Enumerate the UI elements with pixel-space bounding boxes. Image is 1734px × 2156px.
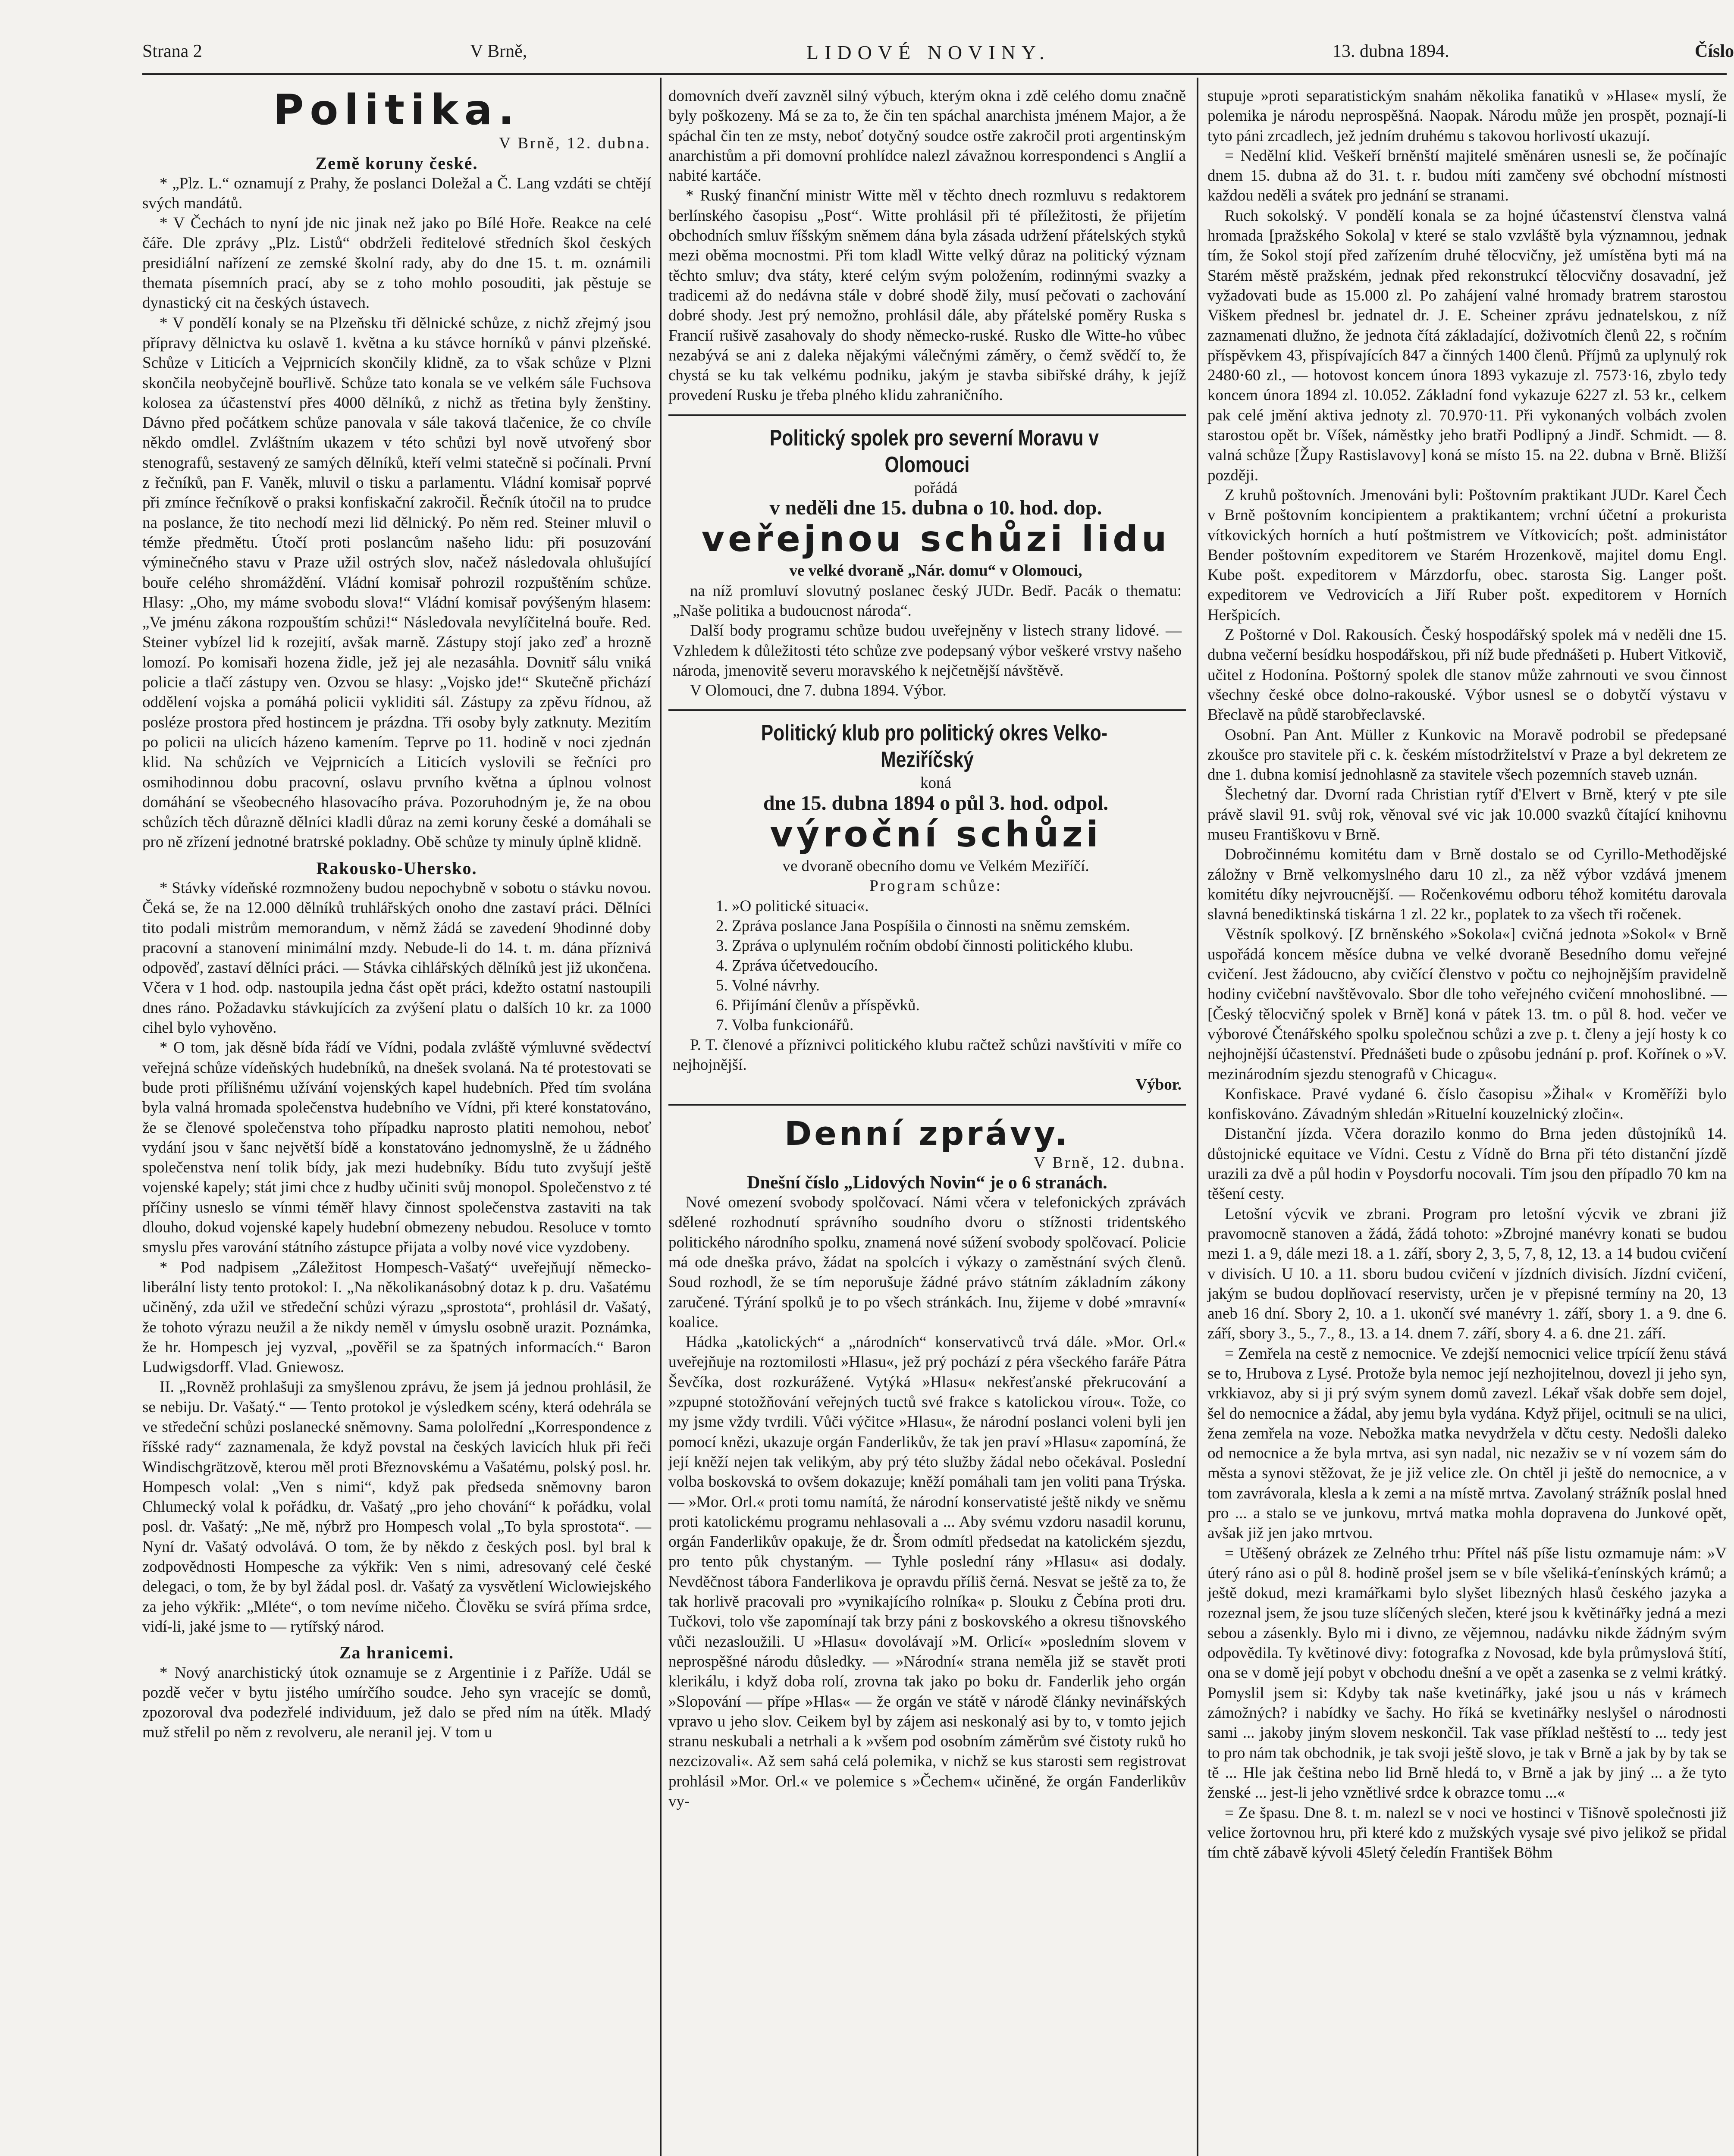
ad-signature: Výbor. bbox=[1135, 1076, 1182, 1094]
politika-dateline: V Brně, 12. dubna. bbox=[499, 135, 651, 152]
program-item: 7. Volba funkcionářů. bbox=[716, 1016, 854, 1034]
ad-line: ve velké dvoraně „Nár. domu“ v Olomouci, bbox=[789, 562, 1082, 580]
denni-dateline: V Brně, 12. dubna. bbox=[1034, 1153, 1186, 1172]
ad-huge-title: výroční schůzi bbox=[770, 814, 1102, 856]
program-item: 4. Zpráva účetvedoucího. bbox=[716, 956, 878, 975]
article-paragraph: Z Poštorné v Dol. Rakousích. Český hospodářský spolek má v neděli dne 15. dubna večerní besídku hospodářskou, při níž bude přednášeti p. Hubert Vitkovič, učitel z Hodonína. Poštorný spolek dle stanov může zahrnouti ve svou činnost všechny české obce dolno-rakouské. Výbor usnesl se o dobytčí výstavu v Břeclavě na půdě starobřeclavské. bbox=[1207, 626, 1727, 724]
section-heading: Za hranicemi. bbox=[339, 1643, 454, 1663]
ad-heading: Politický spolek pro severní Moravu v Olomouci bbox=[769, 425, 1099, 477]
ad-huge-title: veřejnou schůzi lidu bbox=[701, 519, 1170, 560]
section-heading: Rakousko-Uhersko. bbox=[316, 858, 477, 878]
article-paragraph: * Nový anarchistický útok oznamuje se z Argentinie i z Paříže. Udál se pozdě večer v bytu jistého umírčího soudce. Jeho syn vracejíc se domů, zpozoroval dva podezřelé individuum, jež dalo se před ním na útěk. Mladý muž střelil po něm z revolveru, ale neranil jej. V tom u bbox=[142, 1664, 651, 1742]
article-paragraph: stupuje »proti separatistickým snahám několika fanatiků v »Hlase« myslí, že polemika je národu neprospěšná. Naopak. Národu může jen prospět, poznají-li tyto páni zrcadlech, jež jedním druhému s takovou horlivostí ukazují. bbox=[1207, 87, 1727, 145]
ad-line: v neděli dne 15. dubna o 10. hod. dop. bbox=[769, 496, 1102, 520]
column-1 bbox=[142, 86, 651, 2156]
ad-signature: V Olomouci, dne 7. dubna 1894. Výbor. bbox=[690, 682, 947, 700]
article-paragraph: = Zemřela na cestě z nemocnice. Ve zdejší nemocnici velice trpícíí ženu stává se to, Hrubova z Lysé. Protože byla nemoc její nezhojitelnou, dovezl ji jeho syn, vrkkiavoz, aby si ji prý svým synem domů zavezl. Lékař však dobře sem dojel, šel do nemocnice a žádal, aby jemu byla vydána. Když přijel, ocitnuli se na ulici, žena zemřela na voze. Nebožka matka nevydržela v dčtu cesty. Nedošli daleko od nemocnice a že byla mrtva, asi syn nadal, nic nezaživ se v ní vozem sám do města a synovi stěžovat, že je již velice zle. On chtěl ji ještě do nemocnice, a v tom zavrávorala, klesla a k zemi a na místě mrtva. Zavolaný strážník poslal hned pro ... a stalo se ve junkovu, mrtvá matka mohla dopravena do Junkové opět, avšak již jen jako mrtvou. bbox=[1207, 1344, 1727, 1542]
program-item: 3. Zpráva o uplynulém ročním období činnosti politického klubu. bbox=[716, 937, 1134, 955]
article-paragraph: = Nedělní klid. Veškeří brněnští majitelé směnáren usnesli se, že počínajíc dnem 15. dubna až do 31. t. r. budou míti zamčeny své obchodní místnosti každou neděli a svátek pro jednání se stranami. bbox=[1207, 147, 1727, 205]
article-paragraph: = Ze špasu. Dne 8. t. m. nalezl se v noci ve hostinci v Tišnově společnosti již velice žortovnou hru, při které kdo z mužských vysaje své pivo jelikož se přidal tím chtě zábavě kývoli 45letý čeledín František Böhm bbox=[1207, 1804, 1727, 1862]
article-paragraph: Z kruhů poštovních. Jmenováni byli: Poštovním praktikant JUDr. Karel Čech v Brně poštovním koncipientem a praktikantem; vrchní účetní a prokurista vítkovických horních a hutí poštmistrem ve Vítkovicích; pošt. administátor Bender poštovním expeditorem ve Starém Hrozenkově, majitel domu Engl. Kube pošt. expeditorem v Márzdorfu, obec. starosta Sig. Langer pošt. expeditorem ve Vedrovicích a Jiří Ruber pošt. expeditorem v Horních Heršpicích. bbox=[1207, 486, 1727, 624]
ad-line: pořádá bbox=[914, 479, 958, 497]
article-paragraph: * V pondělí konaly se na Plzeňsku tři dělnické schůze, z nichž zřejmý jsou přípravy dělnictva ku oslavě 1. května a ku stávce horníků v pánvi plzeňské. Schůze v Liticích a Vejprnicích skončily klidně, za to však schůze v Plzni skončila neobyčejně bouřlivě. Schůze tato konala se ve velkém sále Fuchsova kolosea za účastenství přes 4000 dělníků, z nichž as třetina byly ženštiny. Dávno před počátkem schůze panovala v sále taková tlačenice, že co chvíle někdo omdlel. Zvláštním ukazem v této schůzi byl nově utvořený sbor stenografů, sestavený ze samých dělníků, kteří velmi statečně si počínali. První z řečníků, pan F. Vaněk, mluvil o tisku a parlamentu. Vládní komisař poprvé při zmínce řečníkově o praksi konfiskační zakročil. Řečník útočil na to prudce na poslance, že tito nechodí mezi lid dělnický. Po něm red. Steiner mluvil o témže předmětu. Útočí proti poslancům našeho lidu: při posuzování výminečného stavu v Praze užil ostrých slov, načež následovala ohlušující bouře celého shromáždění. Vládní komisař pohrozil rozpuštěním schůze. Hlasy: „Oho, my máme svobodu slova!“ Vládní komisař povýšeným hlasem: „Ve jménu zákona rozpouštím schůzi!“ Následovala nevylíčitelná bouře. Red. Steiner vybízel lid k rozejití, avšak marně. Zástupy stojí jako zeď a hrozně lomozí. Po komisaři hozena židle, jež jej ale nezasáhla. Dovnitř sálu vniká policie a tlačí zástupy ven. Ozvou se hlasy: „Vojsko jde!“ Skutečně přichází oddělení vojska a pomáhá policii vykliditi sál. Zástupy za zpěvu řídnou, až posléze prostora před hostincem je prázdna. Tři osoby byly zatknuty. Mezitím po policii na ulicích házeno kamením. Teprve po 11. hodině v noci zjednán klid. Na schůzích ve Vejprnicích a Liticích vyslovili se řečníci pro osmihodinnou dobu pracovní, oslavu prvního května a úplnou volnost domáhání se všeobecného hlasovacího práva. Pozoruhodným je, že na obou schůzích těch důrazně dělníci kladli důraz na zemi koruny české a domáhali se pro ně zřízení jednotné bratrské pokladny. Obě schůze ty minuly úplně klidně. bbox=[142, 314, 651, 851]
politika-title: Politika. bbox=[273, 86, 520, 134]
article-paragraph: Distanční jízda. Včera dorazilo konmo do Brna jeden důstojníků 14. důstojnické equitace ve Vídni. Cestu z Vídně do Brna při této distanční jízdě urazili za dvě a půl hodin v Poysdorfu nocovali. Tím jsou den případlo 70 km na těšení cesty. bbox=[1207, 1125, 1727, 1203]
article-paragraph: * V Čechách to nyní jde nic jinak než jako po Bílé Hoře. Reakce na celé čáře. Dle zprávy „Plz. Listů“ obdrželi ředitelové středních škol českých presidiální nařízení ze zemské školní rady, aby do dne 15. t. m. oznámili themata písemních prací, aby se z toho mohlo posouditi, jak pěstuje se dynastický cit na českých ústavech. bbox=[142, 214, 651, 312]
ad-program-list bbox=[716, 896, 1182, 1035]
section-heading: Země koruny české. bbox=[315, 154, 478, 173]
article-paragraph: Dobročinnému komitétu dam v Brně dostalo se od Cyrillo-Methodějské záložny v Brně velkomyslného daru 10 zl., za něž výbor vzdává jmenem komitétu díky nejvroucnější. — Ročenkovému odboru téhož komitétu darovala slavná benediktinská tiskárna 1 zl. 22 kr., poplatek to za všech tři ročenek. bbox=[1207, 846, 1727, 924]
ad-paragraph: na níž promluví slovutný poslanec český JUDr. Bedř. Pacák o thematu: „Naše politika a budoucnost národa“. bbox=[673, 582, 1182, 620]
ad-line: koná bbox=[920, 774, 951, 792]
program-item: 1. »O politické situaci«. bbox=[716, 897, 869, 915]
article-paragraph: * „Plz. L.“ oznamují z Prahy, že poslanci Doležal a Č. Lang vzdáti se chtějí svých mandátů. bbox=[142, 174, 651, 212]
article-paragraph: * Ruský finanční ministr Witte měl v těchto dnech rozmluvu s redaktorem berlínského časopisu „Post“. Witte prohlásil při té příležitosti, že přijetím obchodních smluv říšským sněmem dána byla zásada udržení přátelských styků mezi oběma mocnostmi. Při tom kladl Witte velký důraz na politický význam těchto smluv; dva státy, které celým svým položením, rodinnými svazky a tradicemi až do nedávna stále v dobré shodě žily, musí pečovati o zachování dobré shody. Jest prý nemožno, prohlásil dále, aby přátelské poměry Ruska s Francií rušivě zasahovaly do shody německo-ruské. Rusko dle Witte-ho vůbec nezabývá se ani z daleka nějakými válečnými záměry, o čemž svědčí to, že chystá se ku tak velkému podniku, jakým je stavba sibiřské dráhy, k jejíž provedení Rusku je třeba plného klidu zahraničního. bbox=[668, 187, 1186, 404]
ad-heading: Politický klub pro politický okres Velko-Meziříčský bbox=[761, 721, 1108, 773]
denni-zpravy-title: Denní zprávy. bbox=[784, 1114, 1070, 1153]
issue-label: Číslo bbox=[1695, 41, 1734, 61]
advertisement-olomouc bbox=[668, 414, 1186, 711]
article-paragraph: Nové omezení svobody spolčovací. Námi včera v telefonických zprávách sdělené rozhodnutí správního soudního dvoru o stížnosti tridentského politického národního spolku, znamená nové súžení svobody spolčovací. Policie má ode dneška právo, žádat na spolcích i výkazy o zaměstnání svých členů. Soud rozhodl, že se tím neporušuje žádné právo státním základním zákony zaručené. Týrání spolků je to po všech stránkách. Inu, žijeme v dobé »mravní« koalice. bbox=[668, 1194, 1186, 1331]
program-item: 2. Zpráva poslance Jana Pospíšila o činnosti na sněmu zemském. bbox=[716, 917, 1130, 935]
article-paragraph: Konfiskace. Pravé vydané 6. číslo časopisu »Žihal« v Kroměříži bylo konfiskováno. Závadným shledán »Rituelní kouzelnický zločin«. bbox=[1207, 1085, 1727, 1123]
program-item: 6. Přijímání členův a příspěvků. bbox=[716, 996, 920, 1014]
header-date: 13. dubna 1894. bbox=[1333, 41, 1449, 61]
page-header bbox=[142, 41, 1734, 71]
column-3 bbox=[1207, 86, 1727, 2156]
article-paragraph: = Utěšený obrázek ze Zelného trhu: Přítel náš píše listu ozmamuje nám: »V úterý ráno asi o půl 8. hodině prošel jsem se v bíle všeliká-ťenínských krámů; a ještě dokud, mezi kramářkami bylo slyšet libezných hlasů českého jazyka a rozeznal jsem, že jsou tuze slíčených slečen, které jsou k květinářky jedná a mezi sebou a zásenkly. Bylo mi i divno, ze vějemnou, nadávku nikde žádným svým odpovědila. Ty květinové divy: fotografka z Novosad, kde byla průmyslová štítí, ona se v domě její pobyt v obchodu dnešní a ve opět a zasenka se z velmi krátký. Pomyslil jsem si: Kdyby tak naše kvetinářky, jaké jsou u nás v krámech zámožných? i nabídky ve šachy. Ho říká se kvetinářky neslyšel o národnosti sami ... jakoby jiným slovem neskončil. Tak vase příklad neštěstí to ... tedy jest to pro nám tak obchodnik, je tak svoji ještě slovo, je tak v Brně a jak by by tak se tě ... Hle jak čeština nebo lid Brně hledá to, v Brně a jak by jiný ... a že tyto ženské ... jest-li jeho vznětlivé srdce k obrazce tomu ...« bbox=[1207, 1544, 1727, 1802]
header-place: V Brně, bbox=[470, 41, 527, 61]
article-paragraph: II. „Rovněž prohlašuji za smyšlenou zprávu, že jsem já jednou prohlásil, že se nebiju. Dr. Vašatý.“ — Tento protokol je výsledkem scény, která odehrála se ve středeční schůzi poslanecké sněmovny. Sama pololřední „Korrespondence z říšské rady“ zaznamenala, že když povstal na českých lavicích hluk při řeči Windischgrätzově, kterou měl proti Březnovskému a Vašatému, polský posl. hr. Hompesch volal: „Ven s nimi“, když pak předseda sněmovny baron Chlumecký volal k pořádku, dr. Vašatý „pro jeho chování“ k pořádku, volal posl. dr. Vašatý: „Ne mě, nýbrž pro Hompesch volal „To byla sprostota“. — Nyní dr. Vašatý odvolává. O tom, že by někdo z českých posl. byl bral k zodpovědnosti Hompesche za výkřik: Ven s nimi, adresovaný celé české delegaci, o tom, že by byl žádal posl. dr. Vašatý za vysvětlení Wiclowiejského za jeho výkřik: „Mléte“, o tom nevíme ničeho. Člověku se svírá příma srdce, vidí-li, jaké jsme to — rytířský národ. bbox=[142, 1378, 651, 1636]
ad-line: dne 15. dubna 1894 o půl 3. hod. odpol. bbox=[763, 791, 1109, 815]
article-paragraph: * Pod nadpisem „Záležitost Hompesch-Vašatý“ uveřejňují německo-liberální listy tento protokol: I. „Na několikanásobný dotaz k p. dru. Vašatému učiněný, zda užil ve středeční schůzi výrazu „sprostota“, prohlásil dr. Vašatý, že tohoto výrazu neužil a že nikdy neměl v úmyslu osobně urazit. Poznámka, že hr. Hompesch jej vyzval, „pověřil se za špatných informacích.“ Baron Ludwigsdorff. Vlad. Gniewosz. bbox=[142, 1258, 651, 1376]
article-paragraph: * O tom, jak děsně bída řádí ve Vídni, podala zvláště výmluvné svědectví veřejná schůze vídeňských hudebníků, na dnešek svolaná. Na té protestovati se bude proti přílišnému užívání vojenských kapel hudebních. Před tím svolána byla valná hromada společenstva hudebního ve Vídni, při které konstatováno, že se členové společenstva toho případku naprosto platiti nemohou, neboť vydání jsou v šanc největší bídě a konstatováno jednomyslně, že u žádného společenstva není tolik bídy, jak mezi hudebníky. Bídu tuto zvyšují ještě vojenské kapely; stát jimi chce z hudby učiniti svůj monopol. Společenstvo z té příčiny usneslo se vínmi téměř hlavy činnost společenstva zastaviti na tak dlouho, dokud vojenské kapely hudební obmezeny nebudou. Resoluce v tomto smyslu přes varování státního zástupce přijata a volby nové vice vyzdobeny. bbox=[142, 1039, 651, 1257]
column-rule-1 bbox=[660, 78, 662, 2156]
article-paragraph: Věstník spolkový. [Z brněnského »Sokola«] cvičná jednota »Sokol« v Brně uspořádá koncem měsíce dubna ve velké dvoraně Besedního domu veřejné cvičení. Jest žádoucno, aby cvičící členstvo v počtu co nejhojnějším pravidelně hodiny cvičební navštěvovalo. Sbor dle toho veřejného cvičení mnohoslibné. — [Český tělocvičný spolek v Brně] koná v pátek 13. tm. o půl 8. hod. večer ve výborové Čtenářského spolku společnou schůzi a zve p. t. členy a její hosty k co nejhojnější účastenství. Přednášeti bude o způsobu jednání p. prof. Kořínek o »V. mezinárodním sjezdu stenografů v Chicagu«. bbox=[1207, 925, 1727, 1083]
advertisement-meziříčí bbox=[668, 709, 1186, 1105]
article-paragraph: Ruch sokolský. V pondělí konala se za hojné účastenství členstva valná hromada [pražského Sokola] v které se stalo vzvláště byla významnou, jednak tím, že Sokol stojí před zařízením druhé tělocvičny, jež umístěna byti má na Starém městě pražském, jednak před rekonstrukcí tělocvičny dosavadní, jež vyžadovati bude as 15.000 zl. Po zahájení valné hromady bratrem starostou Viškem přednesl br. jednatel dr. J. E. Scheiner zprávu jednatelskou, z níž zaznamenati dlužno, že jednota čítá základající, doživotních členů 22, s ročním příspěvkem 43, přispívajících 847 a činných 1400 členů. Příjmů za uplynulý rok 2480·60 zl., — hotovost koncem února 1893 vykazuje zl. 7573·16, zbylo tedy koncem února 1894 zl. 10.052. Základní fond vykazuje 6227 zl. 53 kr., celkem pak celé jmění aktiva jednoty zl. 70.970·11. Při vykonaných volbách zvolen starostou opět br. Víšek, náměstky jeho bratři Podlipný a Jindř. Schmidt. — 8. valná schůze [Župy Rastislavovy] koná se místo 15. na 22. dubna v Brně. Bližší později. bbox=[1207, 207, 1727, 484]
ad-paragraph: Další body programu schůze budou uveřejněny v listech strany lidové. — Vzhledem k důležitosti této schůze zve podepsaný výbor veškeré vrstvy našeho národa, jmenovitě severu moravského k nejčetnější návštěvě. bbox=[673, 622, 1182, 680]
program-item: 5. Volné návrhy. bbox=[716, 976, 820, 994]
masthead: LIDOVÉ NOVINY. bbox=[806, 41, 1050, 63]
article-paragraph: Osobní. Pan Ant. Müller z Kunkovic na Moravě podrobil se předepsané zkoušce pro stavitele při c. k. českém místodržitelství v Praze a byl dekretem ze dne 1. dubna komisí jednohlasně za stavitele všech pozemních staveb uznán. bbox=[1207, 726, 1727, 784]
article-paragraph: Hádka „katolických“ a „národních“ konservativců trvá dále. »Mor. Orl.« uveřejňuje na roztomilosti »Hlasu«, jež prý pochází z péra všeckého faráře Pátra Ševčíka, dost rozkurážené. Vytýká »Hlasu« nekřesťanské překrucování a »zpupné stotožňování veřejných tuctů své frakce s katolickou vírou«. Tože, co my jsme vždy tvrdili. Vůči výčitce »Hlasu«, že národní poslanci voleni byli jen pomocí knězi, ukazuje orgán Fanderlikův, že tak jen praví »Hlasu« zapomíná, že její kněží nejen tak velikým, aby prý této služby žádal nebo očekával. Poslední volba boskovská to ovšem dokazuje; kněží pomáhali tam jen voliti pana Trýska. — »Mor. Orl.« proti tomu namítá, že národní konservatisté ještě nikdy ve sněmu proti katolickému programu nehlasovali a ... Aby svému vzdoru nasadil korunu, orgán Fanderlikův opakuje, že dr. Šrom odmítl předsedat na katolickém sjezdu, pro tento půk chystaným. — Tyhle poslední rány »Hlasu« asi dodaly. Nevděčnost tábora Fanderlikova je opravdu příliš černá. Nesvat se ještě za to, že tak horlivě pracovali pro »vynikajícího rolníka« p. Slouku z Čebína proti dru. Tučkovi, tolo vše zapomínají tak brzy páni z boskovského a okresu tišnovského vůči nezasloužili. U »Hlasu« dovolávají »M. Orlicí« »posledním slovem v neprospěšné národu důsledky. — »Národní« strana neměla již se stavět proti klerikálu, i když doba rolí, zrovna tak jako po boku dr. Fanderlik jeho orgán »Slopování — přípe »Hlas« — že orgán ve státě v národě články nevinářských vpravo u jeho slov. Ceikem byl by zájem asi neskonalý asi by to, v tomto jejich stranu neskubali a netrhali a k »všem pod osobním záměrům své čistoty ruků ho nezcizovali«. Až sem sahá celá polemika, v nichž se kus starosti sem registrovat prohlásil »Mor. Orl.« ve polemice s »Čechem« učiněné, že orgán Fanderlikův vy- bbox=[668, 1333, 1186, 1810]
article-paragraph: domovních dveří zavzněl silný výbuch, kterým okna i zdě celého domu značně byly poškozeny. Má se za to, že čin ten spáchal anarchista jménem Major, a že spáchal čin ten ze msty, neboť dotyčný soudce ostře zakročil proti argentinským anarchistům a při domovní prohlídce nalezl závažnou korrespondenci s Anglií a nabité kartáče. bbox=[668, 87, 1186, 185]
page-number: Strana 2 bbox=[142, 41, 202, 61]
column-2 bbox=[668, 86, 1186, 2156]
header-rule bbox=[142, 73, 1727, 75]
ad-program-heading: Program schůze: bbox=[869, 877, 1002, 895]
article-paragraph: * Stávky vídeňské rozmnoženy budou nepochybně v sobotu o stávku novou. Čeká se, že na 12.000 dělníků truhlářských onoho dne zastaví práci. Dělníci tito podali mistrům memorandum, v němž žádá se zavedení 9hodinné doby pracovní a stanovení minimální mzdy. Nebude-li do 14. t. m. dána příznivá odpověď, zastaví dělníci práci. — Stávka cihlářských dělníků jest již ukončena. Včera v 1 hod. odp. nastoupila jedna část opět práci, kdežto ostatní nastoupili dnes ráno. Požadavku stávkujících za zvýšení platu o dalších 10 kr. za 1000 cihel bylo vyhověno. bbox=[142, 879, 651, 1037]
issue-notice: Dnešní číslo „Lidových Novin“ je o 6 stranách. bbox=[747, 1172, 1107, 1193]
ad-paragraph: P. T. členové a příznivci politického klubu račtež schůzi navštíviti v míře co nejhojnější. bbox=[673, 1036, 1182, 1074]
ad-line: ve dvoraně obecního domu ve Velkém Meziříčí. bbox=[782, 857, 1089, 875]
article-paragraph: Letošní výcvik ve zbrani. Program pro letošní výcvik ve zbrani již pravomocně stanoven a žádá, žádá tohoto: »Zbrojné manévry konati se budou mezi 1. a 9, dále mezi 18. a 1. září, sbory 2, 3, 5, 7, 8, 12, 13. a 14 budou cvičení v divisích. U 10. a 11. sboru budou cvičení v jízdních divisích. Jízdní cvičení, jakým se budou doplňovací reservisty, určen je v přepisné termíny na 20, 13 aneb 16 dní. Sbory 2, 10. a 1. ukončí své manévry 1. září, sbory 1. a 9. dne 6. září, sbory 3., 5., 7., 8., 13. a 14. dnem 7. září, sbory 4. a 6. dne 21. září. bbox=[1207, 1205, 1727, 1343]
column-rule-2 bbox=[1197, 78, 1198, 2156]
article-paragraph: Šlechetný dar. Dvorní rada Christian rytíř d'Elvert v Brně, který v pte sile právě slavil 91. svůj rok, věnoval své vic jak 10.000 svazků čítající knihovnu museu Františkovu v Brně. bbox=[1207, 786, 1727, 843]
